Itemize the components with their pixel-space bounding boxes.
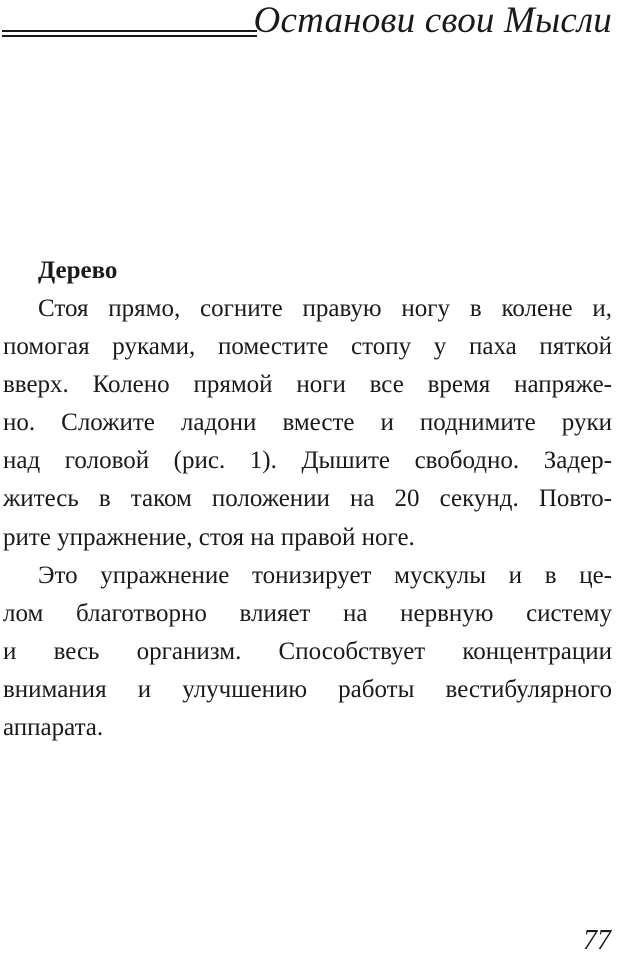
text-line: помогая руками, поместите стопу у паха пяткой — [3, 333, 612, 361]
text-line: и весь организм. Способствует концентрации — [3, 637, 612, 665]
text-line: Стоя прямо, согните правую ногу в колене и, — [38, 295, 612, 322]
running-header — [0, 0, 620, 48]
text-line: Это упражнение тонизирует мускулы и в це- — [38, 561, 612, 589]
text-line: вверх. Колено прямой ноги все время напряже- — [3, 371, 612, 399]
page-content — [3, 252, 612, 747]
text-line: над головой (рис. 1). Дышите свободно. Задер- — [3, 447, 612, 475]
text-line: внимания и улучшению работы вестибулярного — [3, 675, 612, 703]
text-line: аппарата. — [3, 714, 104, 742]
paragraph-2 — [3, 557, 612, 747]
header-rule-bottom — [2, 35, 257, 37]
page-number: 77 — [583, 925, 611, 956]
section-title: Дерево — [38, 257, 118, 284]
paragraph-1 — [3, 290, 612, 557]
running-title: Останови свои Мысли — [253, 0, 612, 41]
text-line: рите упражнение, стоя на правой ноге. — [3, 523, 415, 551]
header-rule-top — [2, 30, 257, 32]
text-line: житесь в таком положении на 20 секунд. Повто- — [3, 485, 612, 513]
text-line: лом благотворно влияет на нервную систему — [3, 599, 612, 627]
text-line: но. Сложите ладони вместе и поднимите руки — [3, 409, 612, 437]
